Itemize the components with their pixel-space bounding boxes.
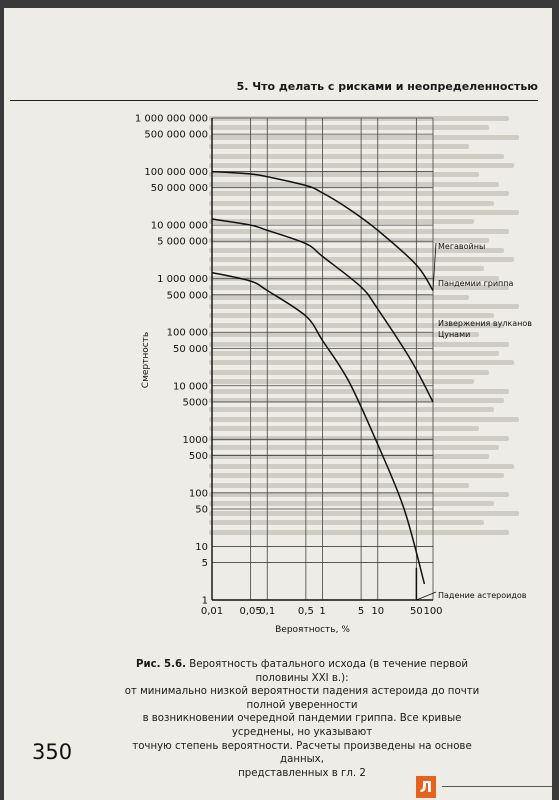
series-label: Цунами [438,330,471,339]
y-tick-label: 1 000 000 000 [134,113,208,125]
x-tick-label: 5 [357,606,365,617]
y-tick-label: 10 000 000 [150,220,208,232]
caption-line-2: от минимально низкой вероятности падения астероида до почти полной уверенности [124,686,480,711]
x-tick-label: 0,1 [259,606,276,617]
y-tick-label: 100 000 000 [144,167,208,179]
caption-line-4: точную степень вероятности. Расчеты произведены на основе данных, [132,740,472,766]
x-tick-label: 0,01 [200,606,224,617]
y-tick-label: 50 000 000 [150,183,208,195]
y-tick-label: 1 000 000 [157,274,208,286]
x-tick-label: 0,05 [239,606,262,617]
caption-title: Рис. 5.6. [135,659,186,670]
leader-line [433,243,436,291]
y-tick-label: 1000 [182,434,208,446]
series-label: Падение астероидов [438,591,527,600]
y-tick-label: 5 000 000 [157,236,208,248]
y-tick-label: 5000 [182,397,208,409]
series-label: Мегавойны [438,242,486,251]
x-tick-label: 50 [410,606,423,617]
x-axis-label: Вероятность, % [275,625,350,635]
caption-line-1: Вероятность фатального исхода (в течение первой половины XXI в.): [185,659,469,684]
series-label: Извержения вулканов [438,319,533,328]
y-tick-label: 10 000 [173,381,208,393]
y-tick-label: 1 [201,595,208,607]
y-tick-label: 100 000 [166,327,208,339]
y-tick-label: 500 000 [166,290,208,302]
caption-line-3: в возникновении очередной пандемии гриппа. Все кривые усреднены, но указывают [142,713,462,738]
x-tick-label: 100 [423,606,443,617]
y-tick-label: 5 [201,558,208,570]
x-tick-label: 1 [319,606,326,617]
x-tick-label: 10 [371,606,385,617]
corner-badge: Л [416,776,436,798]
series-label: Пандемии гриппа [438,279,514,288]
x-tick-label: 0,5 [297,606,314,617]
y-tick-label: 500 000 000 [144,129,208,141]
page-number: 350 [32,740,73,764]
section-title: 5. Что делать с рисками и неопределенностью [236,80,538,93]
series-line-volcanoes-tsunami [212,273,424,584]
y-tick-label: 50 [195,504,208,516]
y-tick-label: 50 000 [173,343,208,355]
y-axis-label: Смертность [141,331,151,389]
y-tick-label: 500 [188,450,208,462]
y-tick-label: 100 [188,488,208,500]
y-tick-label: 10 [195,541,208,553]
caption-line-5: представленных в гл. 2 [238,767,366,779]
